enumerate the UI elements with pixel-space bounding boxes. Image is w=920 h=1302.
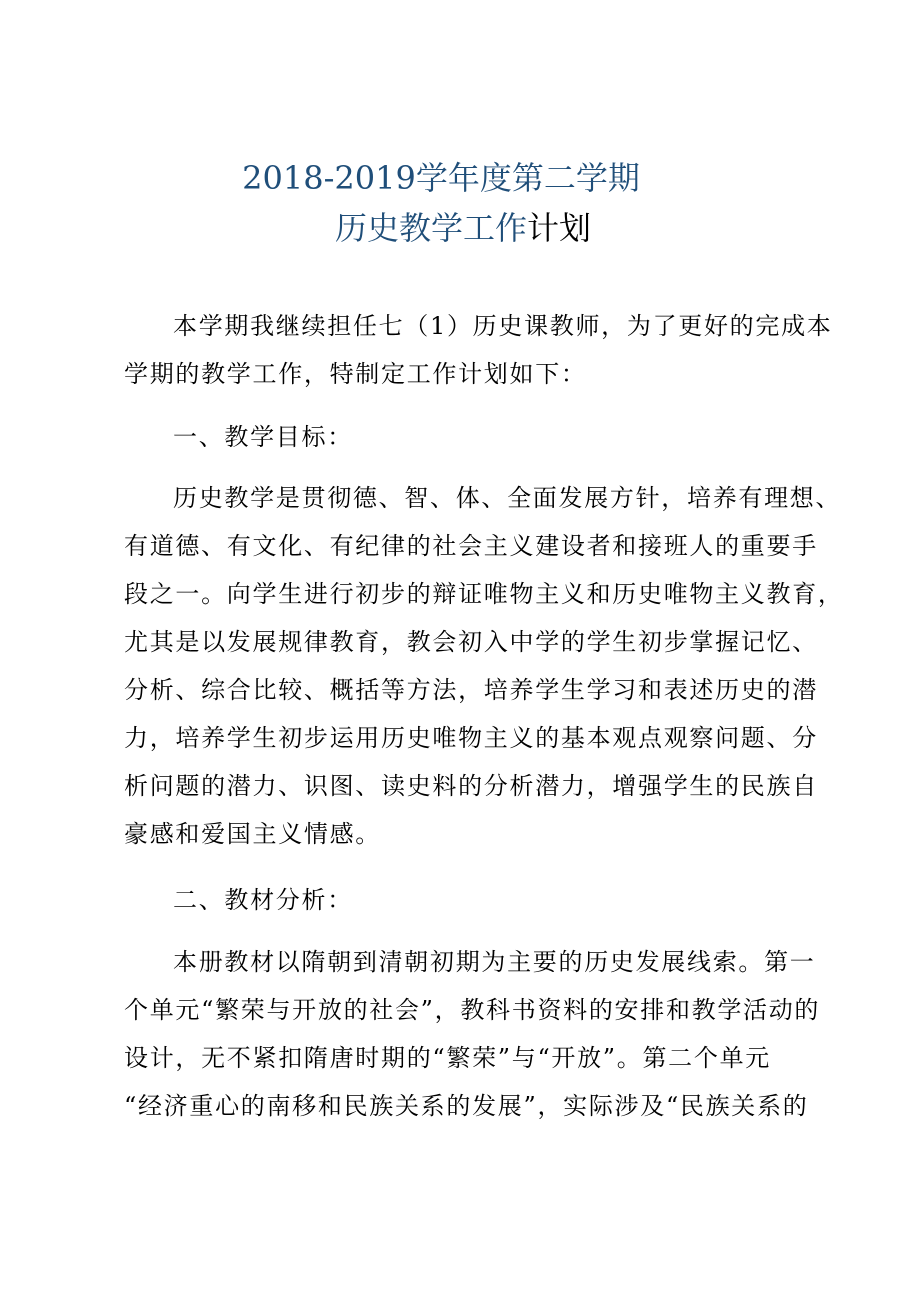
paragraph-intro	[124, 302, 833, 398]
paragraph-line: 尤其是以发展规律教育，教会初入中学的学生初步掌握记忆、	[124, 628, 818, 656]
paragraph-line: 析问题的潜力、识图、读史料的分析潜力，增强学生的民族自	[124, 772, 818, 800]
paragraph-line: 本册教材以隋朝到清朝初期为主要的历史发展线索。第一	[173, 948, 816, 976]
paragraph-line: 有道德、有文化、有纪律的社会主义建设者和接班人的重要手	[124, 532, 818, 560]
paragraph-line: 豪感和爱国主义情感。	[124, 820, 381, 848]
title-line-2-main: 历史教学工作	[334, 209, 527, 247]
paragraph-line: 学期的教学工作，特制定工作计划如下：	[124, 360, 587, 388]
section-heading: 一、教学目标：	[173, 423, 353, 451]
paragraph-line: 历史教学是贯彻德、智、体、全面发展方针，培养有理想、	[173, 484, 842, 512]
section-heading-materials	[124, 876, 824, 924]
paragraph-line: 个单元“繁荣与开放的社会”，教科书资料的安排和教学活动的	[124, 996, 821, 1024]
paragraph-line: 段之一。向学生进行初步的辩证唯物主义和历史唯物主义教育，	[124, 580, 844, 608]
section-heading: 二、教材分析：	[173, 886, 353, 914]
paragraph-goals	[124, 474, 844, 858]
paragraph-line: 本学期我继续担任七（1）历史课教师，为了更好的完成本	[173, 312, 833, 340]
document-title-line-1: 2018-2019学年度第二学期	[242, 159, 640, 197]
document-title-line-2	[3, 208, 920, 248]
paragraph-line: 设计，无不紧扣隋唐时期的“繁荣”与“开放”。第二个单元	[124, 1044, 771, 1072]
paragraph-line: 力，培养学生初步运用历史唯物主义的基本观点观察问题、分	[124, 724, 818, 752]
section-heading-goals	[124, 413, 824, 461]
title-line-2-tail: 计划	[527, 209, 592, 247]
paragraph-line: “经济重心的南移和民族关系的发展”，实际涉及“民族关系的	[124, 1092, 809, 1120]
paragraph-materials	[124, 938, 824, 1130]
paragraph-line: 分析、综合比较、概括等方法，培养学生学习和表述历史的潜	[124, 676, 818, 704]
